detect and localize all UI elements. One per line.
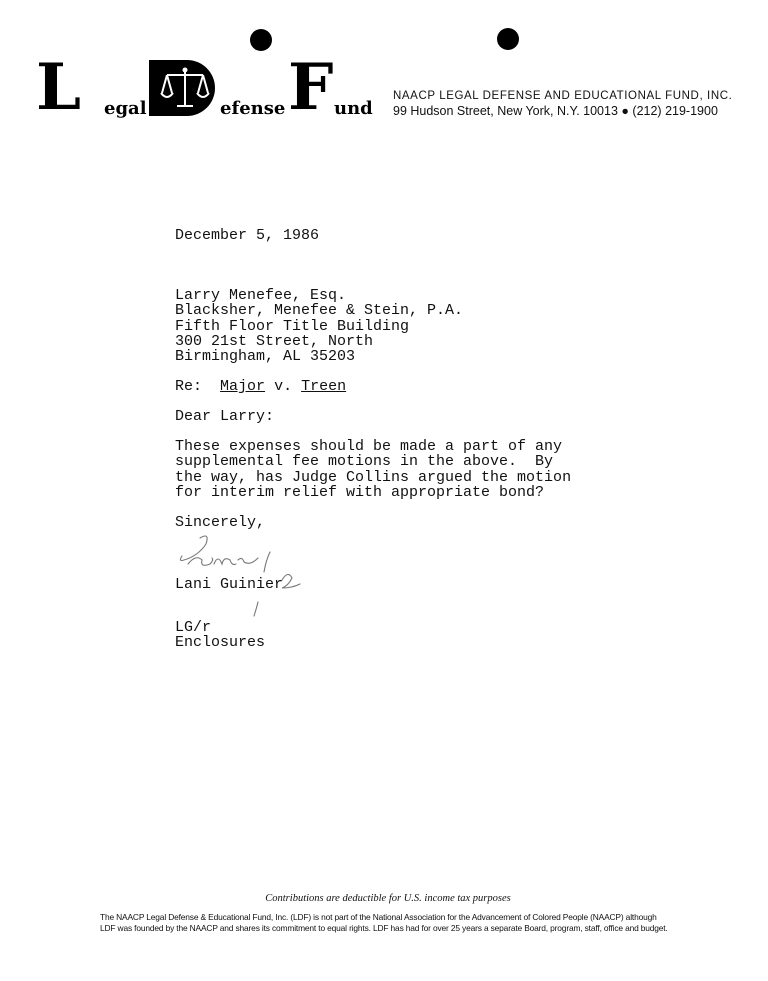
- ldf-logo: [36, 50, 376, 125]
- logo-word-efense: efense: [220, 98, 286, 119]
- letter-body: [175, 439, 571, 500]
- signer-name: Lani Guinier: [175, 576, 284, 593]
- recipient-line: Birmingham, AL 35203: [175, 348, 356, 366]
- disclaimer-line: The NAACP Legal Defense & Educational Fund, Inc. (LDF) is not part of the National Association for the Advancement of Colored People (NAACP) although: [100, 912, 657, 922]
- re-party-1: Major: [220, 378, 266, 395]
- typist-initials: LG/r: [175, 619, 212, 636]
- logo-word-und: und: [334, 98, 373, 119]
- re-party-2: Treen: [301, 378, 347, 395]
- letter-date: December 5, 1986: [175, 227, 320, 244]
- enclosures-note: Enclosures: [175, 634, 266, 651]
- salutation: Dear Larry:: [175, 408, 275, 425]
- re-label: Re:: [175, 378, 203, 395]
- recipient-line: 300 21st Street, North: [175, 332, 374, 350]
- body-line: supplemental fee motions in the above. By: [175, 453, 554, 471]
- org-address: 99 Hudson Street, New York, N.Y. 10013 ● (212) 219-1900: [393, 104, 718, 118]
- logo-word-egal: egal: [104, 98, 147, 119]
- logo-letter-f: F: [288, 50, 334, 125]
- logo-letter-l: L: [36, 50, 81, 125]
- handwritten-signature: [170, 530, 320, 620]
- recipient-line: Fifth Floor Title Building: [175, 317, 410, 335]
- disclaimer-line: LDF was founded by the NAACP and shares its commitment to equal rights. LDF has had for over 25 years a separate Board, program, staff, office and budget.: [100, 922, 668, 933]
- body-line: These expenses should be made a part of any: [175, 438, 563, 455]
- re-versus: v.: [274, 378, 293, 395]
- body-line: the way, has Judge Collins argued the motion: [175, 468, 572, 486]
- org-name: NAACP LEGAL DEFENSE AND EDUCATIONAL FUND, INC.: [393, 90, 733, 102]
- recipient-line: Larry Menefee, Esq.: [175, 287, 347, 304]
- punch-hole-left: [250, 29, 272, 51]
- tax-deductible-note: Contributions are deductible for U.S. income tax purposes: [265, 893, 511, 904]
- re-line: [175, 379, 346, 394]
- closing: Sincerely,: [175, 514, 266, 531]
- logo-letter-d-block: [149, 60, 215, 116]
- recipient-address: [175, 288, 463, 364]
- footer-disclaimer: [100, 912, 690, 933]
- body-line: for interim relief with appropriate bond?: [175, 483, 545, 501]
- scales-of-justice-icon: [159, 65, 211, 111]
- punch-hole-right: [497, 28, 519, 50]
- recipient-line: Blacksher, Menefee & Stein, P.A.: [175, 302, 464, 320]
